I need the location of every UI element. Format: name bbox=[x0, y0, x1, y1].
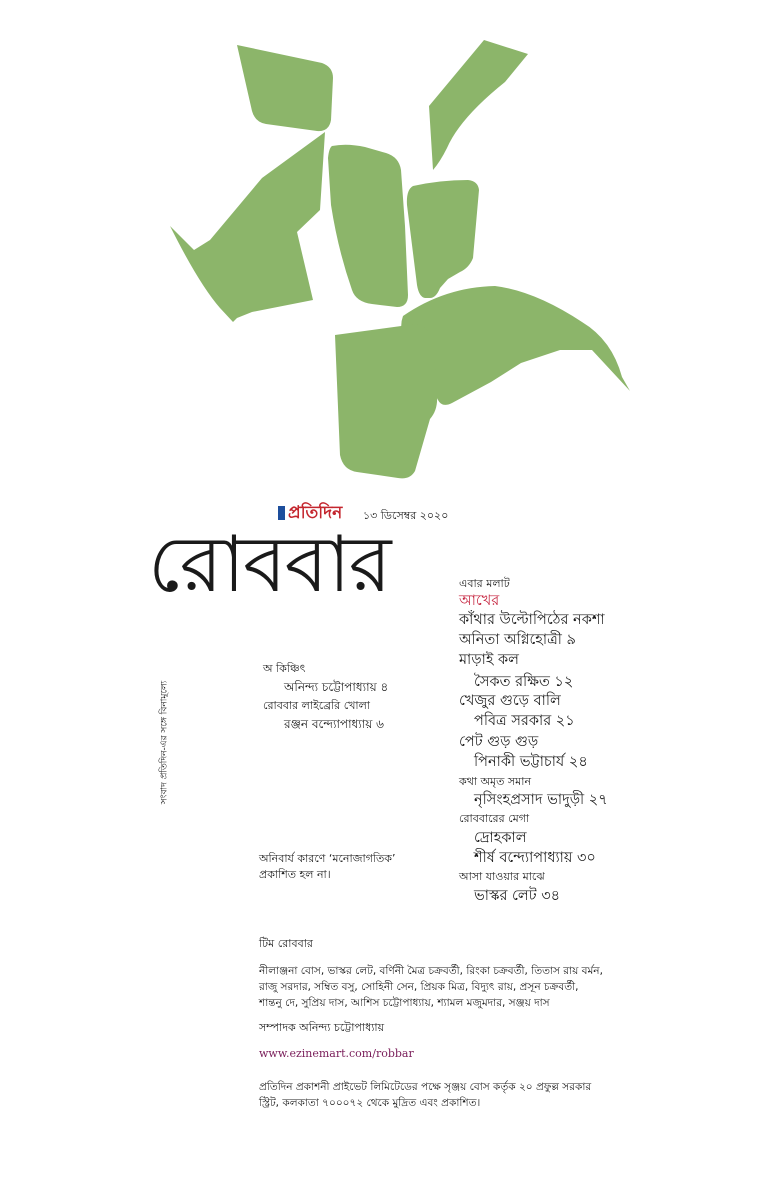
team-line-1: নীলাঞ্জনা বোস, ভাস্কর লেট, বর্ণিনী মৈত্র চক্রবর্তী, রিংকা চক্রবর্তী, তিতাস রায় বর্মন, bbox=[259, 965, 603, 977]
imprint-line-1: প্রতিদিন প্রকাশনী প্রাইভেট লিমিটেডের পক্ষে সৃঞ্জয় বোস কর্তৃক ২০ প্রফুল্ল সরকার bbox=[259, 1081, 592, 1093]
cane-center-block bbox=[328, 145, 408, 307]
article-1-title: কাঁথার উল্টোপিঠের নকশা bbox=[459, 612, 605, 628]
article-4-author: পিনাকী ভট্টাচার্য ২৪ bbox=[474, 754, 588, 770]
left-item-1: অনিন্দ্য চট্টোপাধ্যায় ৪ bbox=[284, 680, 389, 694]
section-1-author: নৃসিংহপ্রসাদ ভাদুড়ী ২৭ bbox=[474, 792, 608, 808]
team-line-3: শান্তনু দে, সুপ্রিয় দাস, আশিস চট্টোপাধ্যায়, শ্যামল মজুমদার, সঞ্জয় দাস bbox=[259, 997, 550, 1009]
left-heading: অ কিঞ্চিৎ bbox=[263, 662, 306, 675]
logo-mark-icon bbox=[278, 506, 285, 520]
article-4-title: পেট গুড় গুড় bbox=[459, 734, 539, 750]
notice-line-1: অনিবার্য কারণে ‘মনোজাগতিক’ bbox=[259, 852, 396, 865]
logo-text: প্রতিদিন bbox=[288, 503, 343, 523]
team-line-2: রাজু সরদার, সম্বিত বসু, সোহিনী সেন, প্রিয়ক মিত্র, বিদ্যুৎ রায়, প্রসূন চক্রবর্তী, bbox=[259, 981, 579, 993]
cover-label: এবার মলাট bbox=[459, 577, 510, 590]
article-2-author: সৈকত রক্ষিত ১২ bbox=[474, 674, 574, 690]
section-1-label: কথা অমৃত সমান bbox=[459, 775, 532, 788]
section-3-label: আসা যাওয়ার মাঝে bbox=[459, 870, 545, 883]
editor-credit: সম্পাদক অনিন্দ্য চট্টোপাধ্যায় bbox=[259, 1021, 385, 1034]
section-2-author: শীর্ষ বন্দ্যোপাধ্যায় ৩০ bbox=[474, 850, 596, 866]
section-3-author: ভাস্কর লেট ৩৪ bbox=[474, 888, 561, 904]
team-label: টিম রোববার bbox=[259, 937, 313, 950]
left-item-2: রঞ্জন বন্দ্যোপাধ্যায় ৬ bbox=[284, 717, 384, 731]
section-2-title: দ্রোহকাল bbox=[474, 830, 527, 846]
credit-text: সংবাদ প্রতিদিন-এর সঙ্গে বিনামূল্যে bbox=[159, 680, 170, 804]
imprint-line-2: স্ট্রিট, কলকাতা ৭০০০৭২ থেকে মুদ্রিত এবং প্রকাশিত। bbox=[259, 1097, 481, 1109]
cane-upper-right-block bbox=[407, 180, 479, 298]
article-3-author: পবিত্র সরকার ২১ bbox=[474, 713, 575, 729]
notice-line-2: প্রকাশিত হল না। bbox=[259, 868, 331, 881]
cane-top-left-block bbox=[237, 45, 333, 131]
sugarcane-illustration bbox=[0, 0, 770, 500]
cane-left-curved-leaf bbox=[170, 132, 325, 322]
cane-top-right-leaf bbox=[429, 40, 528, 170]
cover-title: আখের bbox=[459, 593, 500, 609]
issue-date: ১৩ ডিসেম্বর ২০২০ bbox=[363, 509, 449, 522]
website-link[interactable]: www.ezinemart.com/robbar bbox=[259, 1047, 414, 1060]
article-1-author: অনিতা অগ্নিহোত্রী ৯ bbox=[459, 632, 576, 648]
cane-bottom-block bbox=[335, 324, 437, 478]
free-supplement-credit bbox=[156, 652, 171, 832]
article-3-title: খেজুর গুড়ে বালি bbox=[459, 693, 561, 709]
magazine-title: রোববার bbox=[148, 520, 390, 610]
article-2-title: মাড়াই কল bbox=[459, 652, 519, 668]
section-2-label: রোববারের মেগা bbox=[459, 812, 530, 825]
left-subheading: রোববার লাইব্রেরি খোলা bbox=[263, 699, 370, 712]
